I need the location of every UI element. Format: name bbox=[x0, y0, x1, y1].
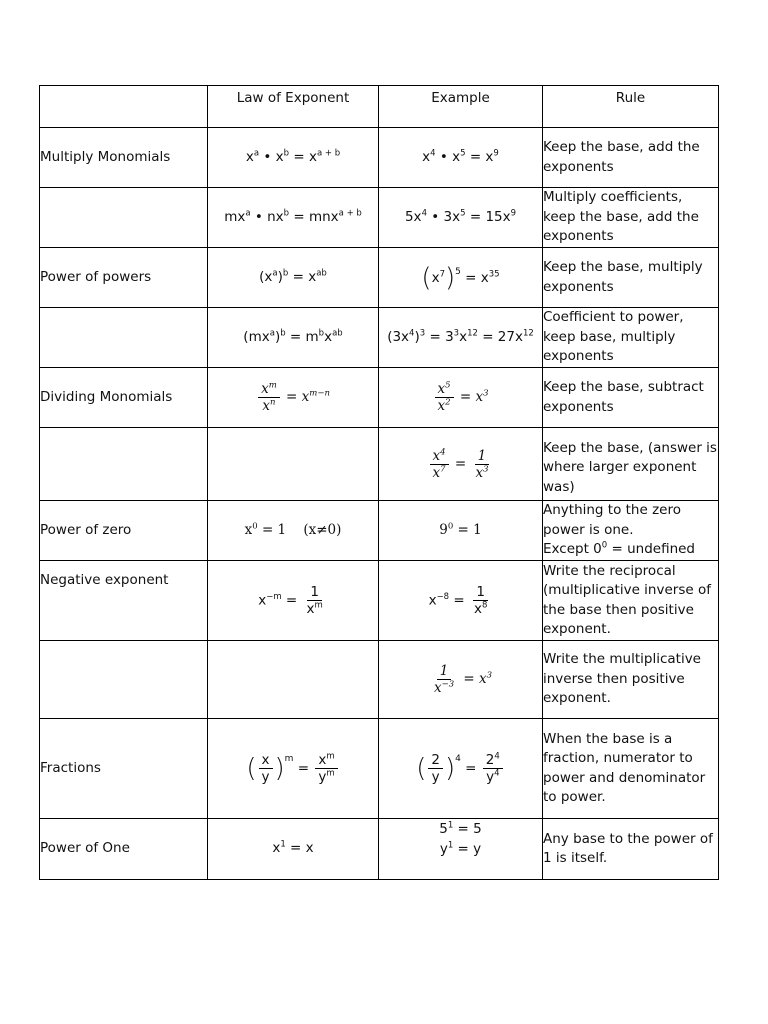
rule-text: When the base is a fraction, numerator to power and denominator to power. bbox=[543, 719, 719, 819]
law-name bbox=[40, 428, 208, 501]
rule-text: Multiply coefficients, keep the base, add the exponents bbox=[543, 188, 719, 248]
table-row bbox=[40, 641, 719, 719]
example-formula: $5x^4$ • $3x^5 = 15x^9$ bbox=[379, 188, 543, 248]
header-blank bbox=[40, 86, 208, 128]
header-law: Law of Exponent bbox=[208, 86, 379, 128]
rule-text: Write the reciprocal (multiplicative inverse of the base then positive exponent. bbox=[543, 561, 719, 641]
law-formula-empty bbox=[208, 641, 379, 719]
table-row bbox=[40, 819, 719, 880]
law-formula: $x^1 = x$ bbox=[208, 819, 379, 880]
law-formula: $x^{-m}$ = $\frac{1}{x^m}$ bbox=[208, 561, 379, 641]
example-formula: $\frac{x^5}{x^2}$ = $x^3$ bbox=[379, 368, 543, 428]
table-row bbox=[40, 248, 719, 308]
table-row bbox=[40, 501, 719, 561]
law-name bbox=[40, 188, 208, 248]
law-name: Multiply Monomials bbox=[40, 128, 208, 188]
law-name: Power of One bbox=[40, 819, 208, 880]
example-formula: $\frac{1}{x^{-3}}$ = $x^3$ bbox=[379, 641, 543, 719]
example-formula: $(3x^4)^3 = 3^3x^{12} = 27x^{12}$ bbox=[379, 308, 543, 368]
example-formula: $\frac{x^4}{x^7}$ = $\frac{1}{x^3}$ bbox=[379, 428, 543, 501]
rule-text: Keep the base, multiply exponents bbox=[543, 248, 719, 308]
table-row bbox=[40, 428, 719, 501]
rule-text: Write the multiplicative inverse then positive exponent. bbox=[543, 641, 719, 719]
example-formula: $x^4$ • $x^5 = x^9$ bbox=[379, 128, 543, 188]
law-formula: $(x^a)^b = x^{ab}$ bbox=[208, 248, 379, 308]
example-formula: $9^0 = 1$ bbox=[379, 501, 543, 561]
exponent-laws-table bbox=[39, 85, 719, 880]
rule-text: Any base to the power of 1 is itself. bbox=[543, 819, 719, 880]
rule-text: Keep the base, (answer is where larger exponent was) bbox=[543, 428, 719, 501]
law-formula: $x^a$ • $x^b = x^{a + b}$ bbox=[208, 128, 379, 188]
example-formula: $5^1 = 5$ $y^1 = y$ bbox=[379, 819, 543, 880]
table-row bbox=[40, 719, 719, 819]
law-name: Power of zero bbox=[40, 501, 208, 561]
rule-text: Anything to the zero power is one. Except $0^0$ = undefined bbox=[543, 501, 719, 561]
law-formula-empty bbox=[208, 428, 379, 501]
law-name: Fractions bbox=[40, 719, 208, 819]
table-row bbox=[40, 561, 719, 641]
law-name bbox=[40, 641, 208, 719]
header-rule: Rule bbox=[543, 86, 719, 128]
law-name bbox=[40, 308, 208, 368]
table-row bbox=[40, 368, 719, 428]
table-row bbox=[40, 308, 719, 368]
example-formula: $x^{-8}$ = $\frac{1}{x^8}$ bbox=[379, 561, 543, 641]
law-formula: $\frac{x^m}{x^n}$ = $x^{m-n}$ bbox=[208, 368, 379, 428]
law-name: Negative exponent bbox=[40, 561, 208, 641]
law-formula: $mx^a$ • $nx^b = mnx^{a + b}$ bbox=[208, 188, 379, 248]
law-formula: ( $\frac{x}{y}$ )$^m$ = $\frac{x^m}{y^m}$ bbox=[208, 719, 379, 819]
table-row bbox=[40, 128, 719, 188]
law-name: Dividing Monomials bbox=[40, 368, 208, 428]
header-example: Example bbox=[379, 86, 543, 128]
rule-text: Coefficient to power, keep base, multiply exponents bbox=[543, 308, 719, 368]
example-formula: ( $\frac{2}{y}$ )$^4$ = $\frac{2^4}{y^4}$ bbox=[379, 719, 543, 819]
law-formula: $(mx^a)^b = m^bx^{ab}$ bbox=[208, 308, 379, 368]
table-row bbox=[40, 188, 719, 248]
law-formula: $x^0 = 1$ (x≠0) bbox=[208, 501, 379, 561]
rule-text: Keep the base, add the exponents bbox=[543, 128, 719, 188]
header-row bbox=[40, 86, 719, 128]
rule-text: Keep the base, subtract exponents bbox=[543, 368, 719, 428]
example-formula: $(x^7)^5 = x^{35}$ bbox=[379, 248, 543, 308]
law-name: Power of powers bbox=[40, 248, 208, 308]
